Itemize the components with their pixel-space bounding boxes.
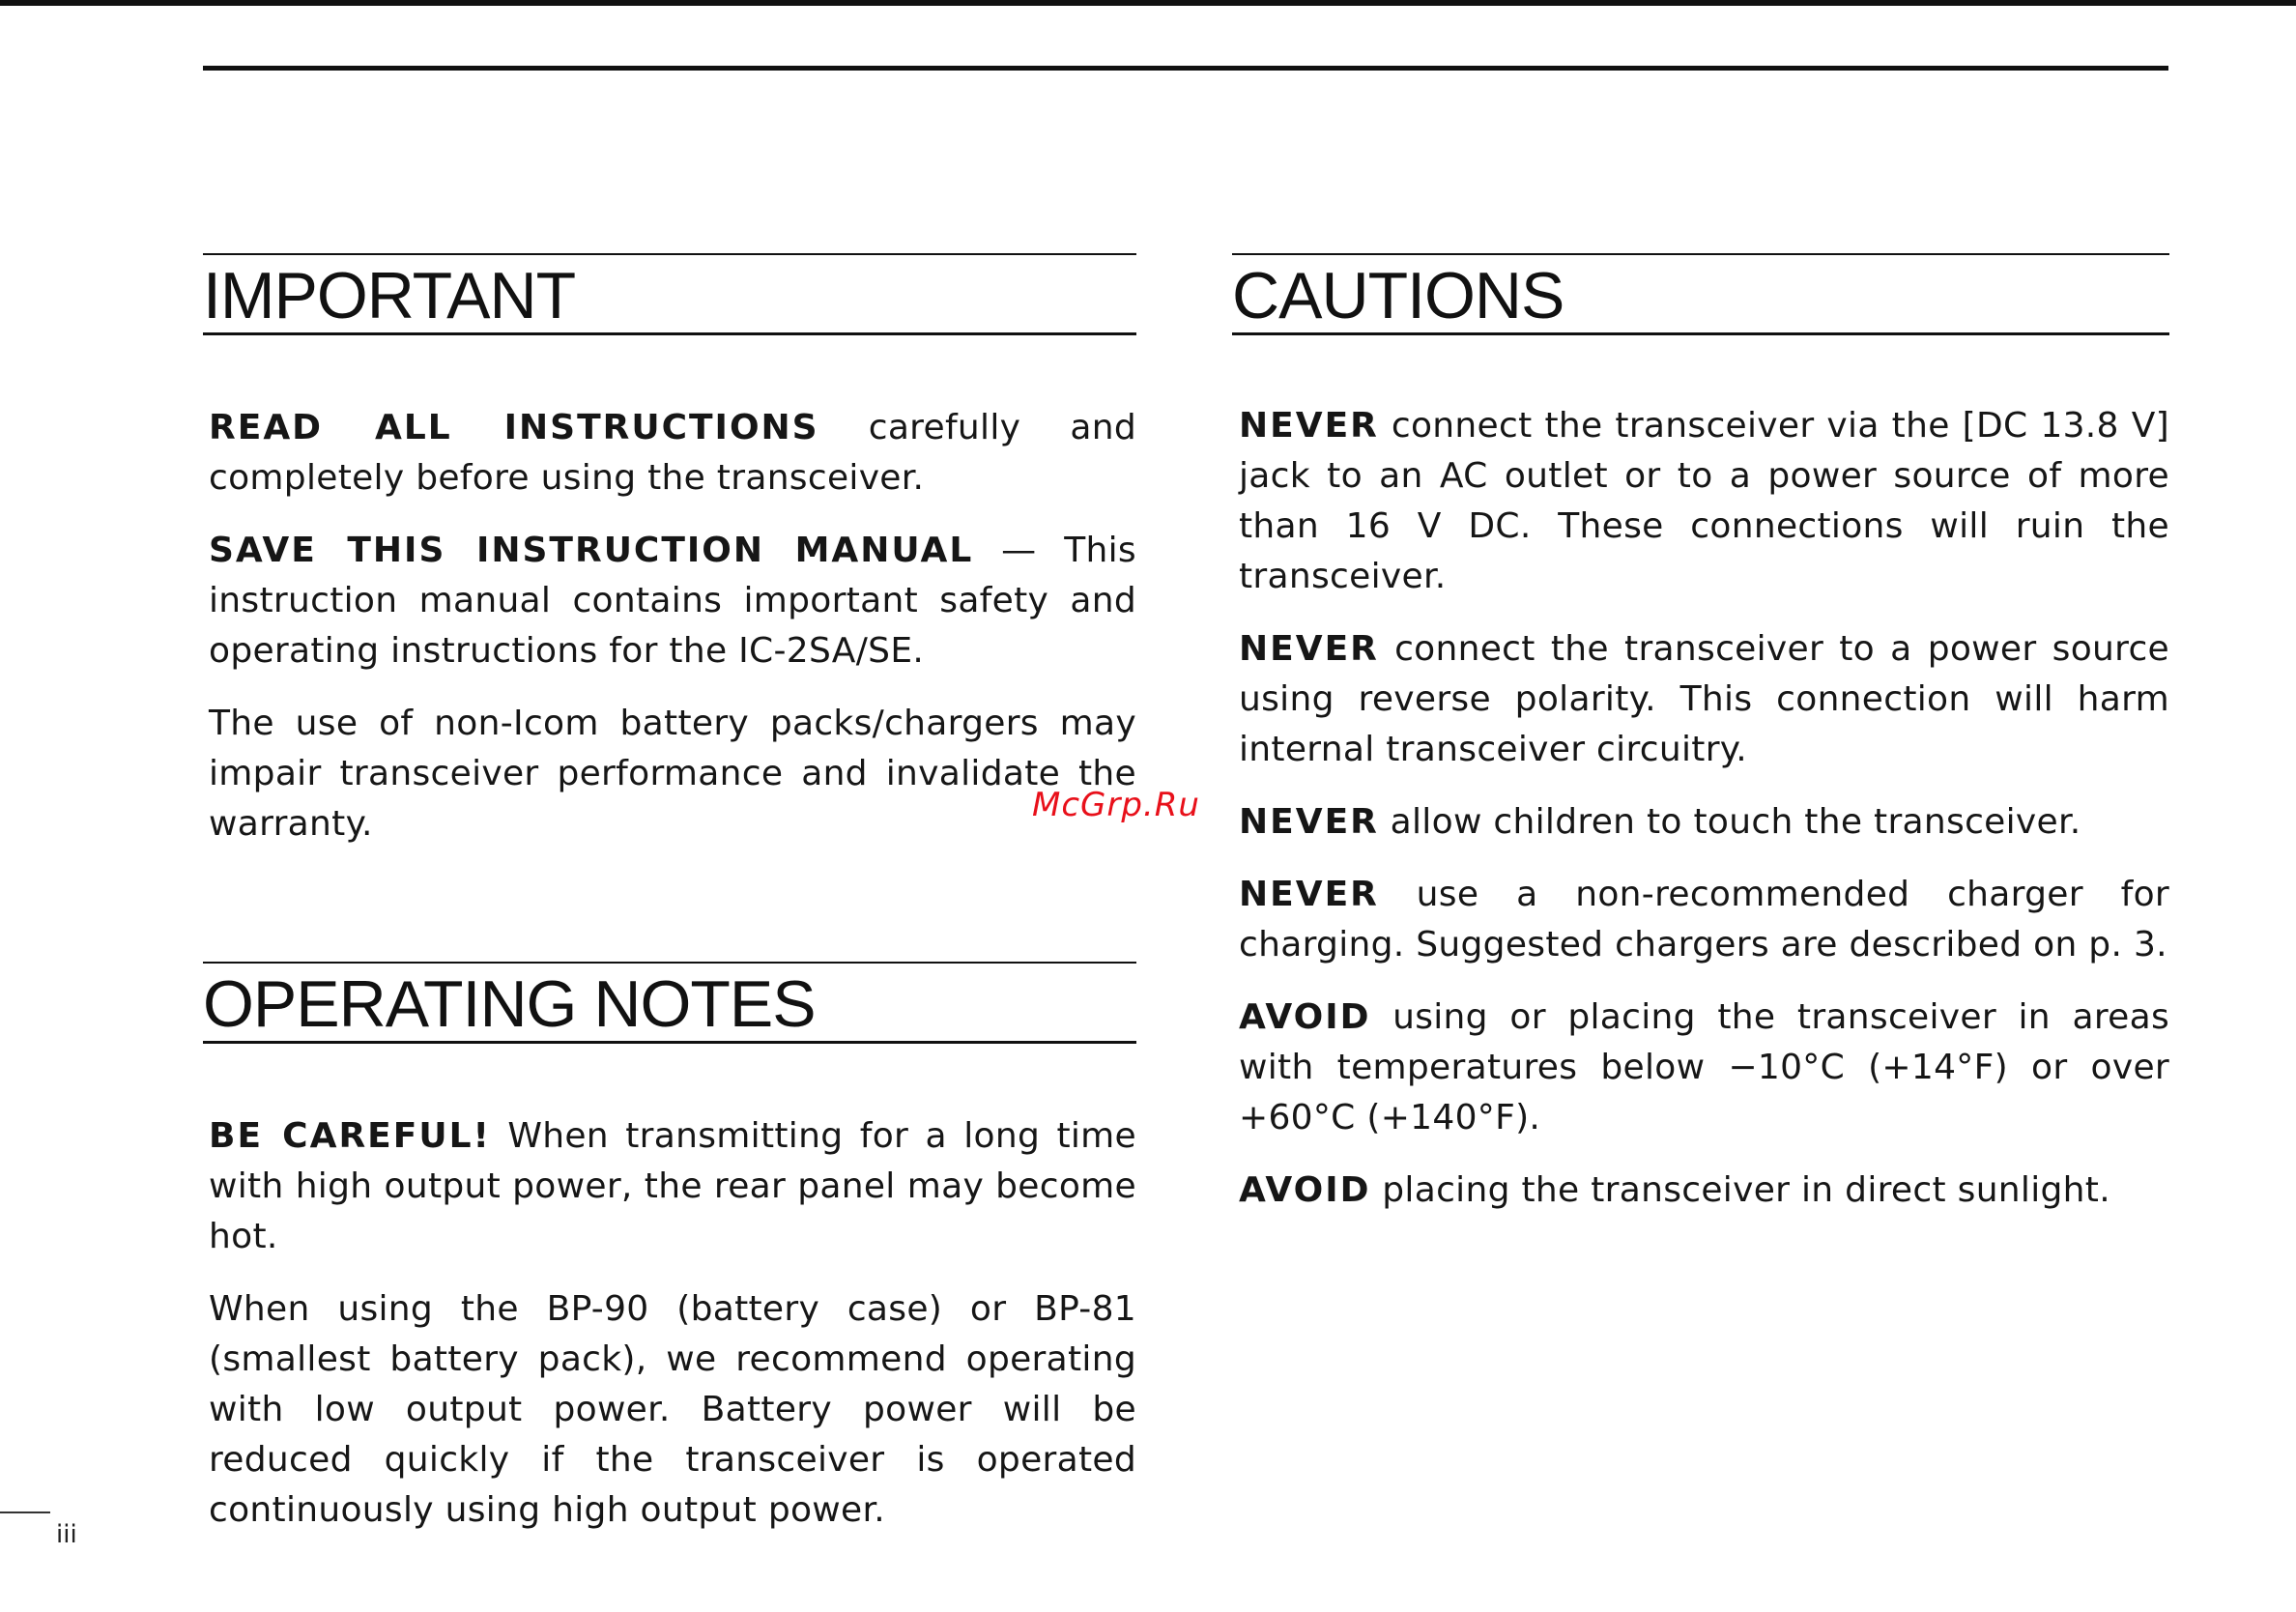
caution-item	[1239, 993, 2169, 1143]
important-body	[203, 403, 1136, 849]
caution-item	[1239, 797, 2169, 848]
operating-notes-p1-keyword: BE CAREFUL!	[209, 1116, 491, 1156]
cautions-heading-box	[1232, 253, 2169, 335]
important-heading: IMPORTANT	[203, 259, 576, 332]
caution-text: allow children to touch the transceiver.	[1378, 802, 2081, 842]
section-gap	[203, 872, 1136, 962]
caution-keyword: NEVER	[1239, 802, 1379, 842]
caution-keyword: NEVER	[1239, 406, 1379, 446]
operating-notes-p1-text: When transmitting for a long time with high output power, the rear panel may become hot.	[209, 1116, 1136, 1256]
important-paragraph-3: The use of non-Icom battery packs/chargers may impair transceiver performance and invalidate the warranty.	[209, 704, 1136, 844]
watermark-text: McGrp.Ru	[1032, 786, 1200, 824]
caution-item	[1239, 624, 2169, 775]
right-column	[1232, 253, 2169, 1238]
important-paragraph-2	[209, 526, 1136, 676]
caution-text: using or placing the transceiver in areas with temperatures below −10°C (+14°F) or over +60°C (+140°F).	[1239, 997, 2169, 1137]
caution-text: connect the transceiver via the [DC 13.8 V] jack to an AC outlet or to a power source of more than 16 V DC. These connections will ruin the transceiver.	[1239, 406, 2169, 596]
important-paragraph-1	[209, 403, 1136, 504]
caution-item	[1239, 1166, 2169, 1216]
caution-keyword: NEVER	[1239, 629, 1379, 669]
caution-text: connect the transceiver to a power source using reverse polarity. This connection will harm internal transceiver circuitry.	[1239, 629, 2169, 769]
operating-notes-heading-box	[203, 962, 1136, 1044]
left-edge-tick	[0, 1511, 50, 1513]
important-p1-text: carefully and completely before using the transceiver.	[209, 408, 1136, 498]
caution-text: placing the transceiver in direct sunlight.	[1370, 1170, 2110, 1210]
operating-notes-heading: OPERATING NOTES	[203, 967, 816, 1041]
page-number: iii	[56, 1520, 77, 1549]
operating-notes-body	[203, 1111, 1136, 1536]
operating-notes-paragraph-1	[209, 1111, 1136, 1262]
important-p2-keyword: SAVE THIS INSTRUCTION MANUAL	[209, 531, 974, 570]
caution-item	[1239, 401, 2169, 602]
top-rule	[203, 66, 2168, 71]
operating-notes-paragraph-2: When using the BP-90 (battery case) or BP-81 (smallest battery pack), we recommend operating with low output power. Battery power will be reduced quickly if the transceiver is operated continuously using high output power.	[209, 1289, 1136, 1530]
caution-keyword: AVOID	[1239, 997, 1371, 1037]
left-column	[203, 253, 1136, 1558]
caution-item	[1239, 870, 2169, 970]
important-heading-box	[203, 253, 1136, 335]
cautions-body	[1232, 401, 2169, 1216]
cautions-heading: CAUTIONS	[1232, 259, 1564, 332]
important-p1-keyword: READ ALL INSTRUCTIONS	[209, 408, 819, 447]
caution-keyword: NEVER	[1239, 875, 1379, 914]
important-p2-text: — This instruction manual contains important safety and operating instructions for the IC-2SA/SE.	[209, 531, 1136, 671]
caution-text: use a non-recommended charger for charging. Suggested chargers are described on p. 3.	[1239, 875, 2169, 964]
top-edge-band	[0, 0, 2296, 6]
caution-keyword: AVOID	[1239, 1170, 1371, 1210]
